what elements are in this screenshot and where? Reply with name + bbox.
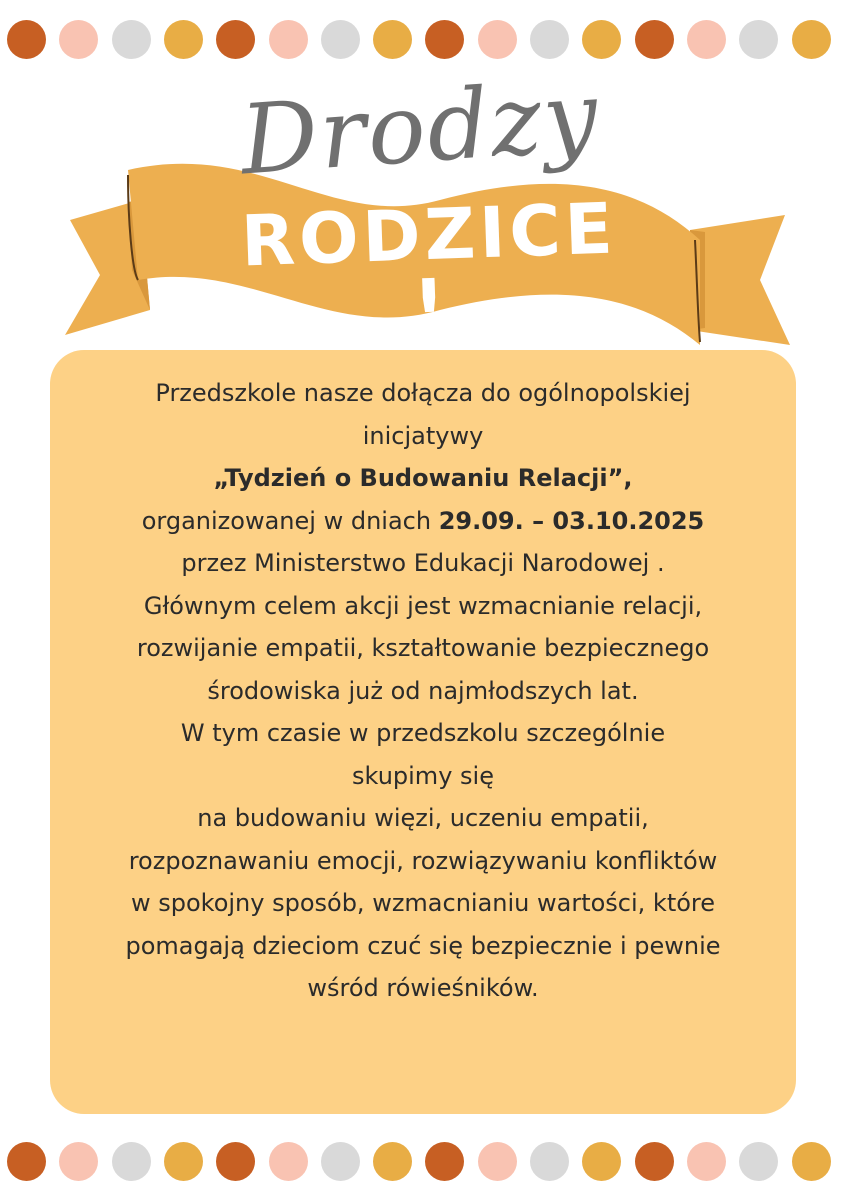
- top-dots-row: [0, 18, 848, 62]
- text-line: inicjatywy: [362, 421, 484, 450]
- decorative-dot: [112, 20, 151, 59]
- bottom-dots-row: [0, 1140, 848, 1184]
- decorative-dot: [739, 20, 778, 59]
- decorative-dot: [635, 1142, 674, 1181]
- text-line: środowiska już od najmłodszych lat.: [207, 676, 639, 705]
- initiative-name: „Tydzień o Budowaniu Relacji”,: [213, 464, 633, 492]
- decorative-dot: [739, 1142, 778, 1181]
- decorative-dot: [373, 20, 412, 59]
- decorative-dot: [164, 20, 203, 59]
- event-dates: 29.09. – 03.10.2025: [438, 506, 705, 535]
- script-title-drodzy: Drodzy: [237, 59, 603, 197]
- decorative-dot: [59, 20, 98, 59]
- decorative-dot: [112, 1142, 151, 1181]
- decorative-dot: [321, 1142, 360, 1181]
- decorative-dot: [59, 1142, 98, 1181]
- text-line: rozwijanie empatii, kształtowanie bezpiecznego: [136, 634, 710, 662]
- text-line: Głównym celem akcji jest wzmacnianie relacji,: [143, 591, 703, 620]
- decorative-dot: [792, 1142, 831, 1181]
- decorative-dot: [530, 1142, 569, 1181]
- decorative-dot: [425, 20, 464, 59]
- decorative-dot: [687, 20, 726, 59]
- decorative-dot: [582, 1142, 621, 1181]
- decorative-dot: [478, 20, 517, 59]
- decorative-dot: [582, 20, 621, 59]
- decorative-dot: [216, 1142, 255, 1181]
- decorative-dot: [269, 1142, 308, 1181]
- text-line: W tym czasie w przedszkolu szczególnie: [180, 719, 666, 747]
- announcement-text: [70, 372, 776, 1010]
- decorative-dot: [478, 1142, 517, 1181]
- decorative-dot: [7, 20, 46, 59]
- decorative-dot: [530, 20, 569, 59]
- decorative-dot: [635, 20, 674, 59]
- text-line: przez Ministerstwo Edukacji Narodowej .: [181, 549, 665, 577]
- text-line: skupimy się: [352, 761, 494, 790]
- text-line: pomagają dzieciom czuć się bezpiecznie i pewnie: [125, 931, 721, 960]
- decorative-dot: [7, 1142, 46, 1181]
- decorative-dot: [216, 20, 255, 59]
- decorative-dot: [687, 1142, 726, 1181]
- dates-prefix: organizowanej w dniach: [141, 506, 439, 535]
- decorative-dot: [321, 20, 360, 59]
- decorative-dot: [269, 20, 308, 59]
- decorative-dot: [792, 20, 831, 59]
- decorative-dot: [373, 1142, 412, 1181]
- text-line: na budowaniu więzi, uczeniu empatii,: [197, 804, 649, 832]
- text-line: w spokojny sposób, wzmacnianiu wartości, które: [130, 889, 716, 917]
- decorative-dot: [164, 1142, 203, 1181]
- dates-line: [70, 500, 776, 543]
- text-line: rozpoznawaniu emocji, rozwiązywaniu konfliktów: [128, 846, 718, 875]
- ribbon-title-rodzice: RODZICE !: [239, 187, 618, 347]
- text-line: wśród rówieśników.: [307, 974, 539, 1002]
- text-line: Przedszkole nasze dołącza do ogólnopolskiej: [155, 379, 691, 407]
- decorative-dot: [425, 1142, 464, 1181]
